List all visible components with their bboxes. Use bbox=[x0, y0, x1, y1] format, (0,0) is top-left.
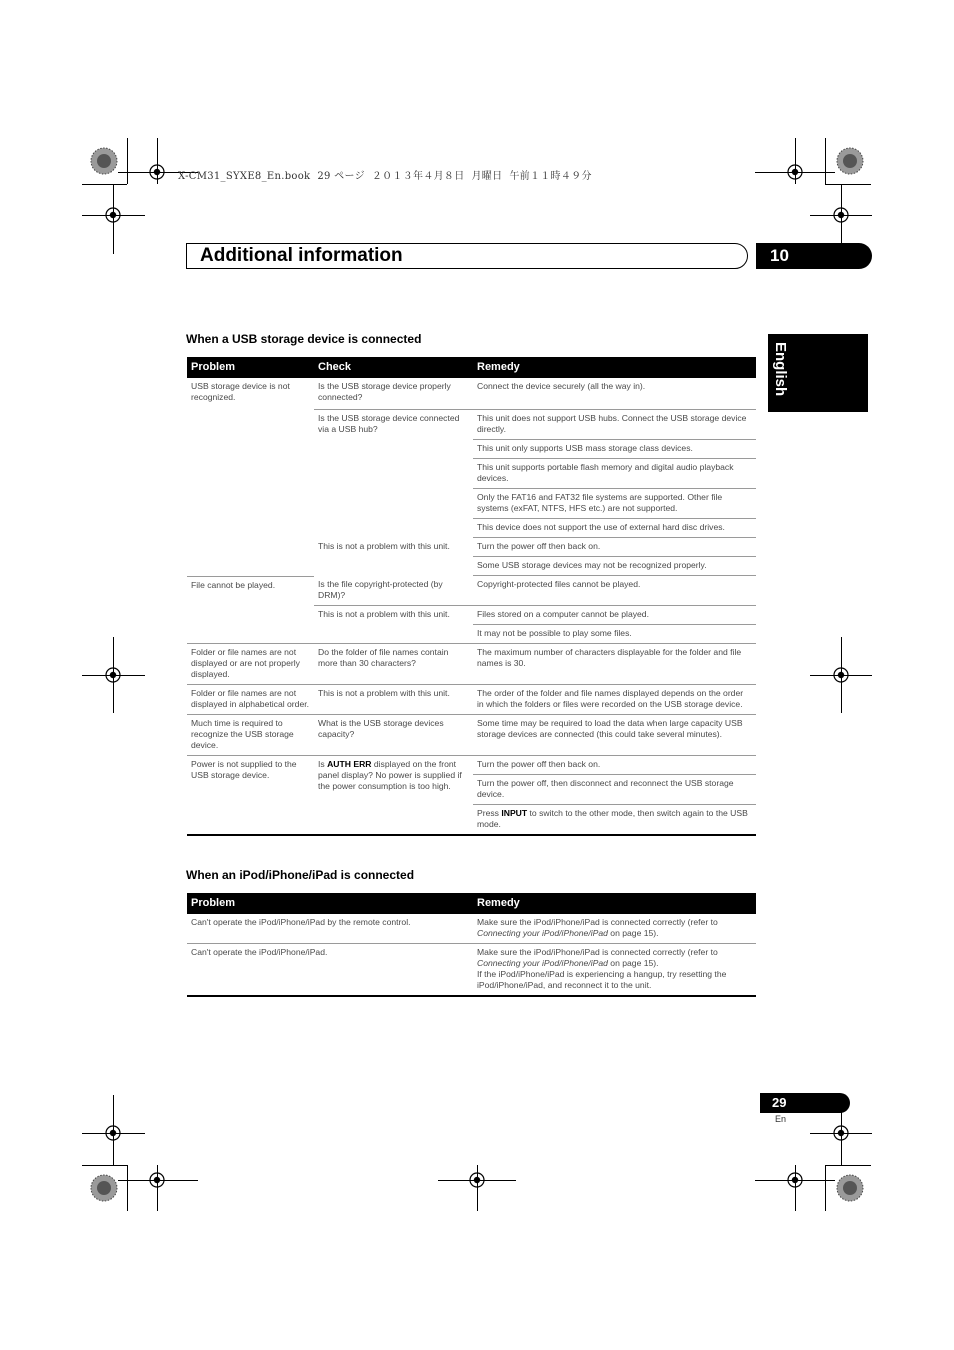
chapter-number: 10 bbox=[756, 243, 872, 269]
color-rosette-icon bbox=[836, 147, 864, 175]
registration-mark-icon bbox=[145, 1168, 169, 1192]
check-cell: This is not a problem with this unit. bbox=[318, 540, 450, 551]
header-problem: Problem bbox=[187, 357, 314, 378]
remedy-cell: Turn the power off then back on. bbox=[473, 538, 756, 557]
check-cell: This is not a problem with this unit. bbox=[314, 606, 473, 644]
page-number: 29 bbox=[760, 1093, 850, 1113]
remedy-cell: This unit only supports USB mass storage class devices. bbox=[473, 440, 756, 459]
ipod-troubleshooting-table bbox=[187, 893, 756, 997]
table-row bbox=[187, 644, 756, 685]
usb-section-title: When a USB storage device is connected bbox=[186, 332, 422, 346]
usb-troubleshooting-table bbox=[187, 357, 756, 836]
check-cell: Is the USB storage device connected via a USB hub? bbox=[318, 413, 460, 434]
remedy-cell: Some USB storage devices may not be recognized properly. bbox=[473, 557, 756, 576]
auth-err-label: AUTH ERR bbox=[327, 759, 372, 769]
page-reference: Connecting your iPod/iPhone/iPad bbox=[477, 928, 608, 938]
remedy-cell: Turn the power off then back on. bbox=[473, 756, 756, 775]
problem-cell: USB storage device is not recognized. bbox=[187, 378, 314, 576]
header-problem: Problem bbox=[187, 893, 473, 914]
registration-mark-icon bbox=[145, 160, 169, 184]
registration-mark-icon bbox=[101, 1121, 125, 1145]
remedy-cell: The maximum number of characters displayable for the folder and file names is 30. bbox=[473, 644, 756, 685]
color-rosette-icon bbox=[836, 1174, 864, 1202]
chapter-title: Additional information bbox=[200, 245, 403, 266]
header-remedy: Remedy bbox=[473, 357, 756, 378]
page-reference: Connecting your iPod/iPhone/iPad bbox=[477, 958, 608, 968]
language-tab bbox=[768, 334, 868, 412]
remedy-cell: Files stored on a computer cannot be played. bbox=[473, 606, 756, 625]
table-row bbox=[187, 576, 756, 606]
registration-mark-icon bbox=[829, 1121, 853, 1145]
problem-cell: Folder or file names are not displayed in alphabetical order. bbox=[187, 685, 314, 715]
color-rosette-icon bbox=[90, 147, 118, 175]
registration-mark-icon bbox=[465, 1168, 489, 1192]
header-check: Check bbox=[314, 357, 473, 378]
check-cell: What is the USB storage devices capacity? bbox=[314, 715, 473, 756]
input-button-label: INPUT bbox=[501, 808, 528, 818]
table-row bbox=[187, 715, 756, 756]
table-row bbox=[187, 944, 756, 997]
remedy-cell: This unit does not support USB hubs. Connect the USB storage device directly. bbox=[473, 410, 756, 440]
check-cell: This is not a problem with this unit. bbox=[314, 685, 473, 715]
table-row bbox=[187, 685, 756, 715]
registration-mark-icon bbox=[101, 663, 125, 687]
table-header-row bbox=[187, 357, 756, 378]
check-cell: Is AUTH ERR displayed on the front panel display? No power is supplied if the power consumption is too high. bbox=[314, 756, 473, 836]
table-header-row bbox=[187, 893, 756, 914]
registration-mark-icon bbox=[783, 160, 807, 184]
remedy-cell: Copyright-protected files cannot be played. bbox=[473, 576, 756, 606]
print-header: X-CM31_SYXE8_En.book 29 ページ ２０１３年４月８日 月曜日 午前１１時４９分 bbox=[178, 171, 592, 182]
remedy-cell: Make sure the iPod/iPhone/iPad is connected correctly (refer to Connecting your iPod/iPhone/iPad on page 15). If the iPod/iPhone/iPad is experiencing a hangup, try resetting the iPod/iPhone/iPad, and reconnect it to the unit. bbox=[473, 944, 756, 997]
registration-mark-icon bbox=[829, 663, 853, 687]
problem-cell: Can't operate the iPod/iPhone/iPad. bbox=[187, 944, 473, 997]
registration-mark-icon bbox=[829, 203, 853, 227]
color-rosette-icon bbox=[90, 1174, 118, 1202]
registration-mark-icon bbox=[783, 1168, 807, 1192]
check-cell: Is the USB storage device properly connected? bbox=[314, 378, 473, 410]
remedy-cell: Some time may be required to load the data when large capacity USB storage devices are connected (this could take several minutes). bbox=[473, 715, 756, 756]
problem-cell: Power is not supplied to the USB storage device. bbox=[187, 756, 314, 836]
remedy-cell: Press INPUT to switch to the other mode, then switch again to the USB mode. bbox=[473, 805, 756, 836]
check-cell: Do the folder of file names contain more than 30 characters? bbox=[314, 644, 473, 685]
remedy-cell: Make sure the iPod/iPhone/iPad is connected correctly (refer to Connecting your iPod/iPhone/iPad on page 15). bbox=[473, 914, 756, 944]
remedy-cell: Turn the power off, then disconnect and reconnect the USB storage device. bbox=[473, 775, 756, 805]
page-language-code: En bbox=[775, 1114, 787, 1124]
check-cell: Is the file copyright-protected (by DRM)? bbox=[314, 576, 473, 606]
registration-mark-icon bbox=[101, 203, 125, 227]
table-row bbox=[187, 914, 756, 944]
remedy-cell: It may not be possible to play some files. bbox=[473, 625, 756, 644]
problem-cell: Can't operate the iPod/iPhone/iPad by the remote control. bbox=[187, 914, 473, 944]
remedy-cell: This unit supports portable flash memory and digital audio playback devices. bbox=[473, 459, 756, 489]
language-label: English bbox=[772, 342, 789, 397]
table-row bbox=[187, 378, 756, 410]
ipod-section-title: When an iPod/iPhone/iPad is connected bbox=[186, 868, 415, 882]
table-row bbox=[187, 756, 756, 775]
problem-cell: File cannot be played. bbox=[187, 576, 314, 644]
remedy-cell: The order of the folder and file names displayed depends on the order in which the folders or files were recorded on the USB storage device. bbox=[473, 685, 756, 715]
remedy-cell: Connect the device securely (all the way in). bbox=[473, 378, 756, 410]
header-remedy: Remedy bbox=[473, 893, 756, 914]
problem-cell: Folder or file names are not displayed or are not properly displayed. bbox=[187, 644, 314, 685]
remedy-cell: This device does not support the use of external hard disc drives. bbox=[473, 519, 756, 538]
problem-cell: Much time is required to recognize the USB storage device. bbox=[187, 715, 314, 756]
remedy-cell: Only the FAT16 and FAT32 file systems are supported. Other file systems (exFAT, NTFS, HFS etc.) are not supported. bbox=[473, 489, 756, 519]
